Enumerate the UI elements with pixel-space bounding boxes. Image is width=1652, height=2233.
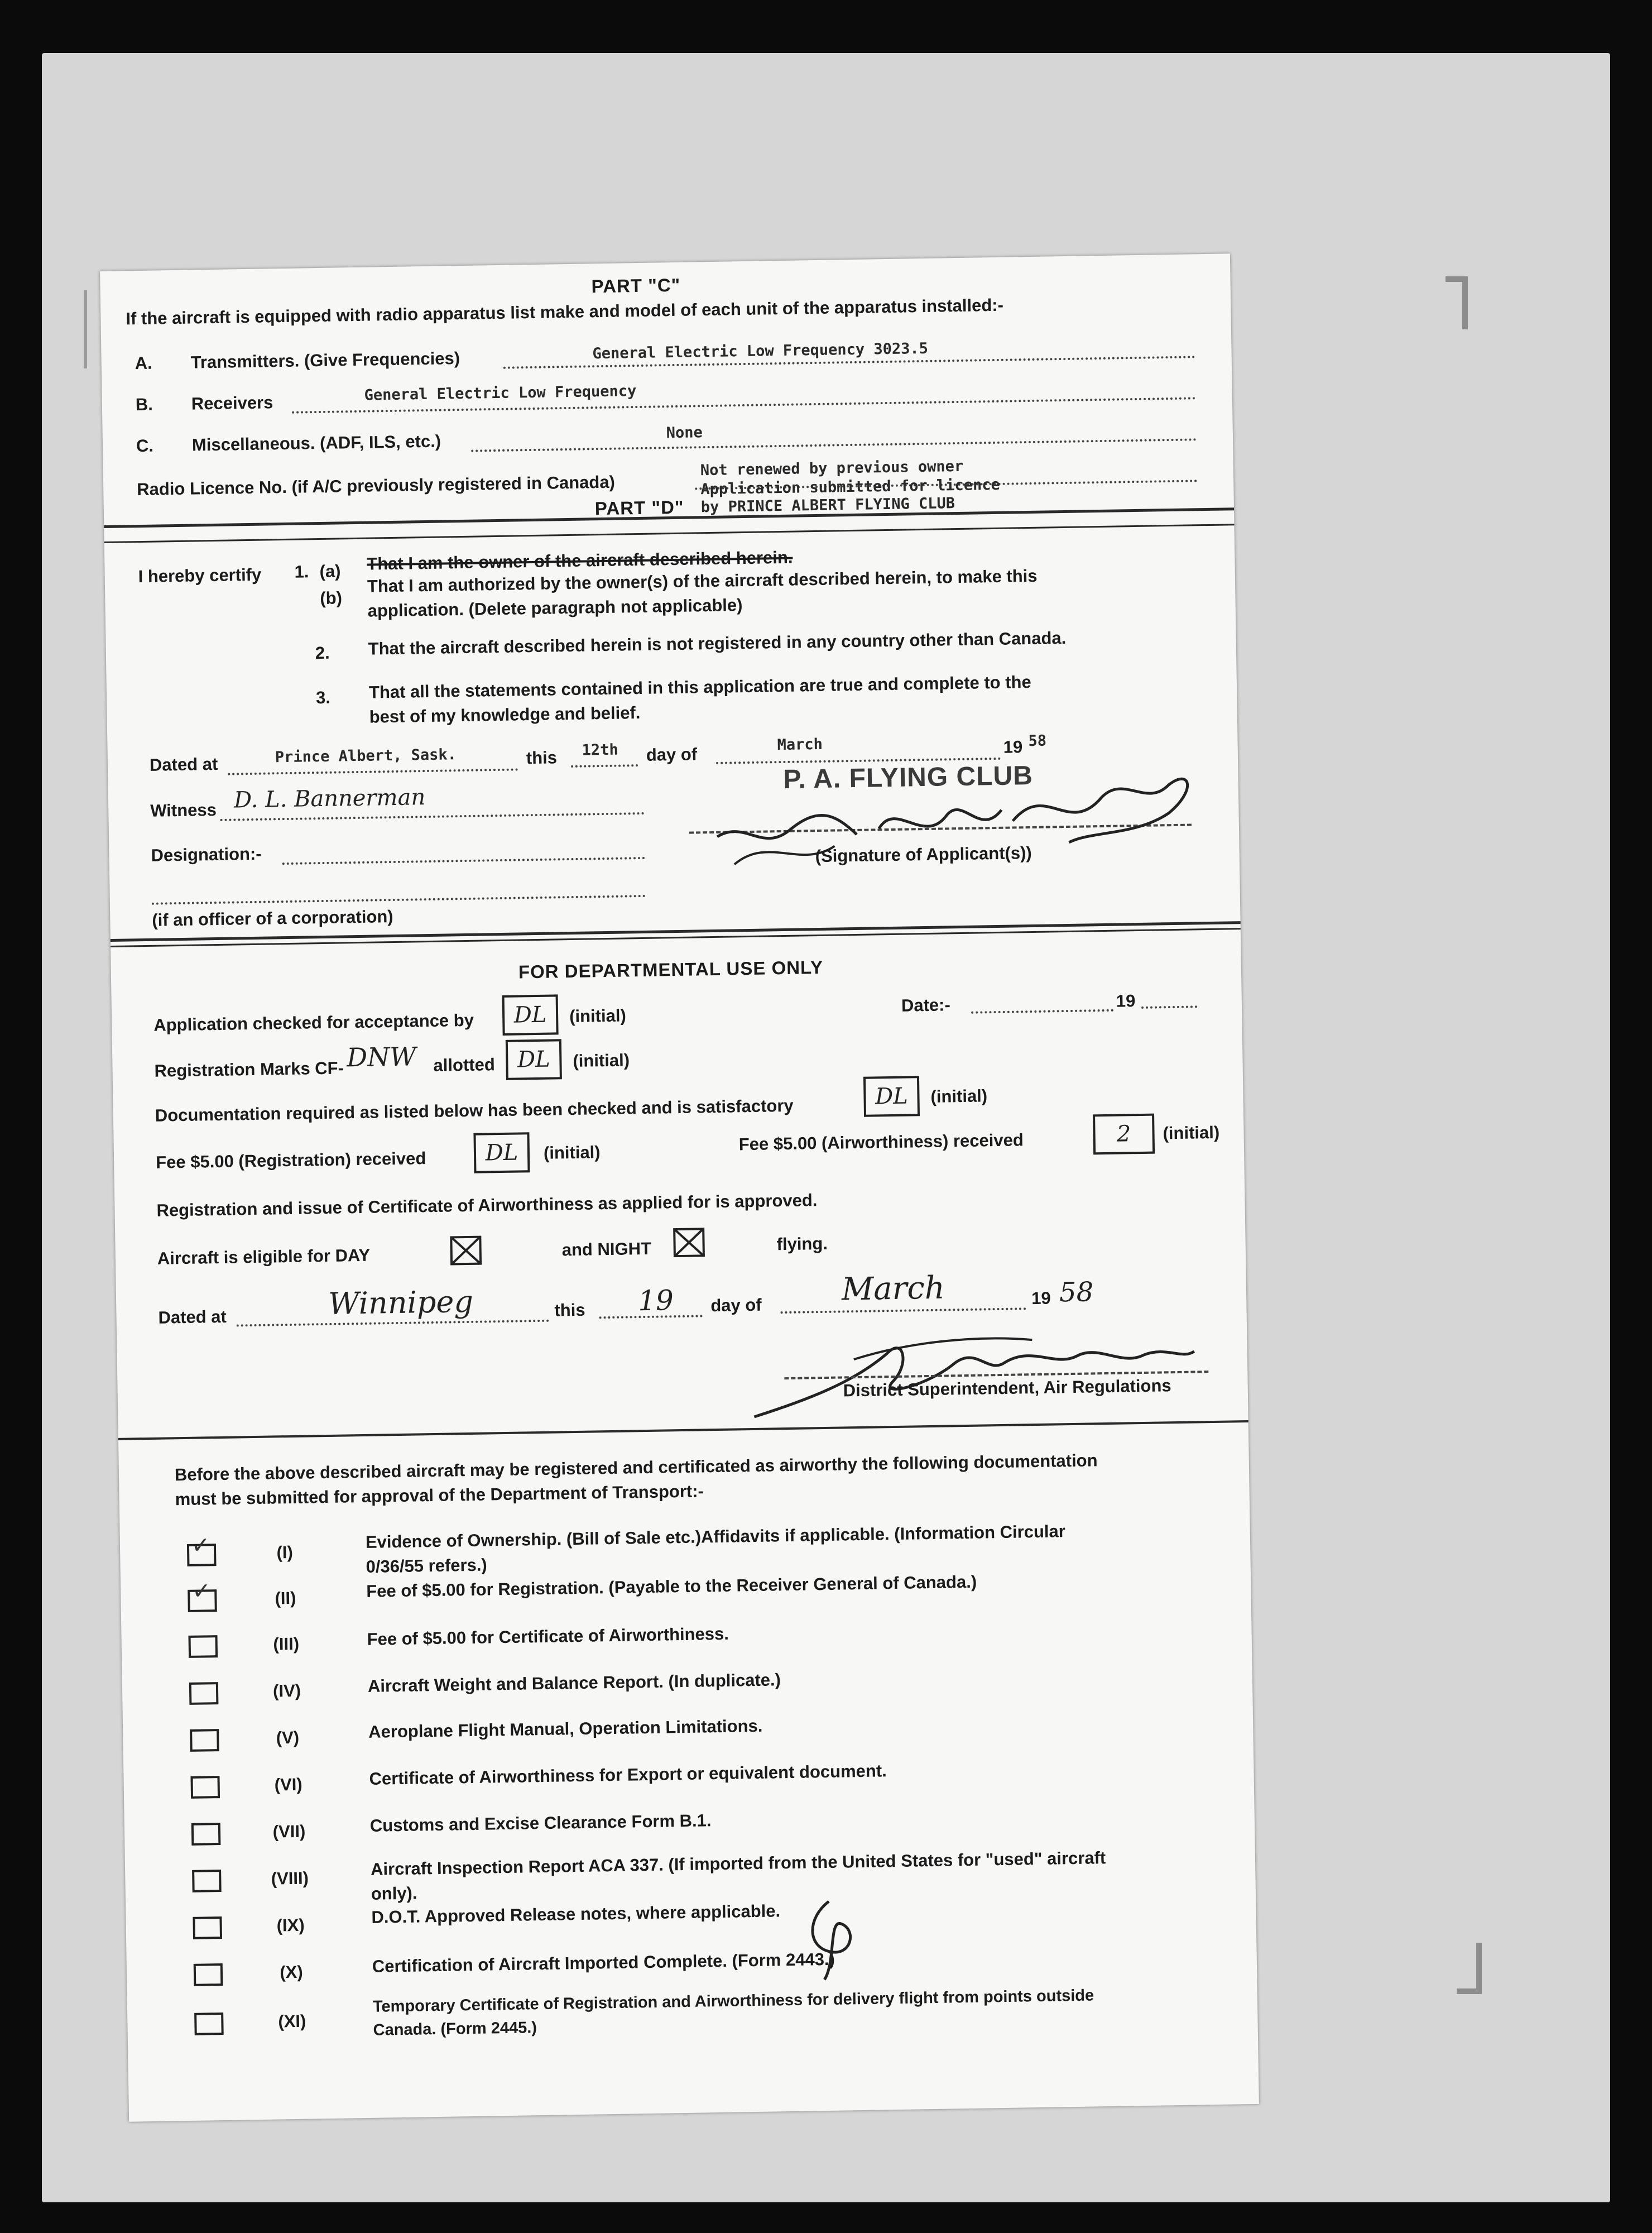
- part-d-rule: [104, 524, 1235, 543]
- item-8-checkbox[interactable]: [192, 1870, 222, 1892]
- fee-air-label: Fee $5.00 (Airworthiness) received: [738, 1130, 1024, 1154]
- misc-label: Miscellaneous. (ADF, ILS, etc.): [191, 431, 441, 455]
- item-8-roman: (VIII): [271, 1868, 309, 1889]
- eligible-label: Aircraft is eligible for DAY: [157, 1245, 371, 1268]
- item3-line1: That all the statements contained in this application are true and complete to the: [368, 672, 1031, 702]
- reg-marks-initial-box: [506, 1039, 562, 1080]
- dated-at-label: Dated at: [149, 754, 218, 775]
- designation-label: Designation:-: [151, 844, 262, 865]
- checked-initial-label: (initial): [569, 1005, 627, 1027]
- item-2-line1: Fee of $5.00 for Registration. (Payable to the Receiver General of Canada.): [366, 1571, 977, 1601]
- item-3-roman: (III): [273, 1633, 300, 1654]
- item-7-roman: (VII): [272, 1821, 306, 1842]
- item-8-line2: only).: [371, 1883, 417, 1904]
- documentation-intro-2: must be submitted for approval of the Department of Transport:-: [175, 1481, 704, 1510]
- dept-this-label: this: [554, 1300, 585, 1320]
- fee-air-initial-box: [1093, 1114, 1155, 1155]
- year-value: 58: [1028, 732, 1047, 750]
- item-9-roman: (IX): [276, 1915, 305, 1935]
- departmental-bottom-rule: [118, 1420, 1248, 1440]
- fee-air-initials: 2: [1116, 1121, 1131, 1147]
- item-5-roman: (V): [276, 1727, 300, 1748]
- date-year-line: [1141, 1005, 1197, 1009]
- reg-marks-value: DNW: [346, 1041, 417, 1073]
- day-of-label: day of: [646, 744, 698, 765]
- day-checkbox: [450, 1236, 482, 1266]
- item-3-line1: Fee of $5.00 for Certificate of Airworthiness.: [367, 1623, 729, 1649]
- night-label: and NIGHT: [561, 1238, 652, 1260]
- item-10-checkbox[interactable]: [194, 1963, 223, 1986]
- reg-marks-label: Registration Marks CF-: [154, 1058, 344, 1081]
- item3-line2: best of my knowledge and belief.: [369, 702, 641, 727]
- approval-text: Registration and issue of Certificate of Airworthiness as applied for is approved.: [156, 1190, 818, 1220]
- fee-reg-label: Fee $5.00 (Registration) received: [155, 1148, 426, 1172]
- item-9-checkbox[interactable]: [193, 1916, 222, 1939]
- item1a-letter: (a): [319, 561, 341, 581]
- superintendent-caption: District Superintendent, Air Regulations: [843, 1376, 1171, 1401]
- item-11-line1: Temporary Certificate of Registration and Airworthiness for delivery flight from points outside: [372, 1986, 1094, 2016]
- dept-year-value: 58: [1059, 1276, 1094, 1309]
- item-5-checkbox[interactable]: [190, 1729, 219, 1752]
- item-2-roman: (II): [275, 1588, 296, 1608]
- misc-line: [471, 438, 1197, 452]
- item2-text: That the aircraft described herein is not registered in any country other than Canada.: [368, 627, 1067, 659]
- item-1-check-icon: ✓: [191, 1533, 210, 1558]
- dept-month-line: [781, 1307, 1026, 1314]
- crop-mark-bottom-right: [1476, 1943, 1482, 1993]
- item-4-line1: Aircraft Weight and Balance Report. (In duplicate.): [367, 1670, 781, 1696]
- receivers-letter: B.: [135, 394, 153, 415]
- transmitters-letter: A.: [135, 353, 152, 373]
- item-1-line1: Evidence of Ownership. (Bill of Sale etc.)Affidavits if applicable. (Information Circular: [365, 1521, 1066, 1552]
- checked-initials: DL: [513, 1002, 547, 1028]
- item-4-checkbox[interactable]: [189, 1682, 219, 1705]
- item-2-check-icon: ✓: [191, 1579, 212, 1604]
- dept-day-of-label: day of: [710, 1295, 762, 1316]
- receivers-value: General Electric Low Frequency: [364, 382, 637, 404]
- item-7-checkbox[interactable]: [191, 1823, 221, 1846]
- month-value: March: [777, 735, 823, 754]
- item-5-line1: Aeroplane Flight Manual, Operation Limitations.: [368, 1716, 763, 1742]
- item-10-initial-mark: [795, 1895, 875, 1986]
- part-c-intro: If the aircraft is equipped with radio apparatus list make and model of each unit of the apparatus installed:-: [126, 295, 1004, 329]
- dated-at-value: Prince Albert, Sask.: [275, 746, 457, 766]
- fee-reg-initial-label: (initial): [543, 1142, 601, 1163]
- crop-mark-left: [84, 290, 87, 368]
- item1b-line1: That I am authorized by the owner(s) of the aircraft described herein, to make this: [367, 566, 1038, 596]
- radio-licence-label: Radio Licence No. (if A/C previously registered in Canada): [136, 472, 616, 500]
- item3-number: 3.: [315, 687, 331, 708]
- transmitters-label: Transmitters. (Give Frequencies): [190, 348, 460, 372]
- documentation-initials: DL: [875, 1083, 909, 1110]
- witness-label: Witness: [150, 799, 217, 821]
- certify-label: I hereby certify: [138, 564, 262, 587]
- item-1-roman: (I): [276, 1542, 294, 1563]
- witness-line: [220, 812, 645, 821]
- date-line: [971, 1009, 1113, 1014]
- transmitters-value: General Electric Low Frequency 3023.5: [592, 339, 929, 363]
- item-6-roman: (VI): [274, 1774, 302, 1795]
- checked-label: Application checked for acceptance by: [153, 1010, 474, 1035]
- part-c-title: PART "C": [591, 274, 681, 297]
- fee-reg-initial-box: [473, 1132, 530, 1173]
- crop-mark-bottom-right-tick: [1457, 1988, 1482, 1994]
- item-10-roman: (X): [280, 1962, 303, 1982]
- checked-initial-box: [502, 994, 559, 1036]
- signature-caption: (Signature of Applicant(s)): [815, 843, 1032, 866]
- item-1-line2: 0/36/55 refers.): [366, 1555, 487, 1576]
- crop-mark-top-right-tick: [1446, 276, 1468, 282]
- item-9-line1: D.O.T. Approved Release notes, where applicable.: [371, 1901, 781, 1927]
- date-label: Date:-: [901, 995, 951, 1015]
- item-6-checkbox[interactable]: [190, 1776, 220, 1799]
- dept-dated-at-label: Dated at: [158, 1306, 227, 1328]
- registration-form: [100, 253, 1259, 2121]
- this-label: this: [526, 747, 558, 768]
- dept-month-value: March: [841, 1269, 945, 1308]
- receivers-label: Receivers: [191, 392, 273, 414]
- night-checkbox: [673, 1228, 705, 1257]
- item1b-line2: application. (Delete paragraph not applicable): [367, 595, 743, 621]
- item1a-text: That I am the owner of the aircraft described herein.: [367, 547, 793, 574]
- witness-signature: D. L. Bannerman: [233, 784, 426, 813]
- radio-licence-value-3: by PRINCE ALBERT FLYING CLUB: [700, 495, 955, 516]
- departmental-title: FOR DEPARTMENTAL USE ONLY: [518, 956, 824, 983]
- documentation-label: Documentation required as listed below has been checked and is satisfactory: [155, 1095, 794, 1125]
- item-3-checkbox[interactable]: [188, 1635, 218, 1658]
- documentation-initial-box: [863, 1076, 920, 1117]
- radio-licence-value-2: Application submitted for licence: [700, 476, 1000, 499]
- misc-letter: C.: [136, 435, 154, 456]
- misc-value: None: [666, 424, 703, 442]
- item-4-roman: (IV): [272, 1680, 301, 1701]
- item-6-line1: Certificate of Airworthiness for Export or equivalent document.: [369, 1761, 887, 1789]
- club-stamp: P. A. FLYING CLUB: [783, 760, 1034, 794]
- fee-reg-initials: DL: [485, 1139, 518, 1166]
- documentation-initial-label: (initial): [930, 1086, 988, 1106]
- dated-at-line: [228, 768, 518, 775]
- radio-licence-value-1: Not renewed by previous owner: [700, 457, 964, 480]
- item1-number: 1.: [294, 562, 309, 582]
- officer-note: (if an officer of a corporation): [152, 906, 393, 930]
- reg-marks-initial-label: (initial): [573, 1050, 630, 1071]
- item-11-roman: (XI): [278, 2011, 306, 2031]
- item1b-letter: (b): [320, 588, 343, 608]
- fee-air-initial-label: (initial): [1163, 1122, 1220, 1143]
- item2-number: 2.: [315, 643, 330, 663]
- designation-line-2: [152, 895, 646, 905]
- dept-day-value: 19: [637, 1284, 674, 1317]
- date-year-prefix: 19: [1116, 991, 1136, 1011]
- designation-line-1: [282, 857, 645, 865]
- crop-mark-top-right: [1462, 276, 1468, 329]
- item-7-line1: Customs and Excise Clearance Form B.1.: [369, 1810, 712, 1836]
- item-11-line2: Canada. (Form 2445.): [373, 2019, 537, 2039]
- item-11-checkbox[interactable]: [194, 2012, 224, 2035]
- allotted-label: allotted: [433, 1055, 495, 1075]
- flying-label: flying.: [776, 1233, 828, 1254]
- documentation-intro-1: Before the above described aircraft may be registered and certificated as airworthy the following documentation: [174, 1450, 1098, 1485]
- item-10-line1: Certification of Aircraft Imported Complete. (Form 2443.): [372, 1949, 835, 1976]
- reg-marks-initials: DL: [517, 1046, 551, 1073]
- part-d-title: PART "D": [594, 496, 684, 519]
- day-line: [571, 764, 638, 768]
- item-8-line1: Aircraft Inspection Report ACA 337. (If imported from the United States for "used" aircraft: [370, 1848, 1106, 1879]
- day-value: 12th: [582, 741, 618, 759]
- dept-year-prefix: 19: [1031, 1288, 1051, 1309]
- dept-dated-at-value: Winnipeg: [328, 1283, 474, 1321]
- dept-dated-at-line: [237, 1320, 549, 1327]
- year-prefix: 19: [1003, 737, 1023, 757]
